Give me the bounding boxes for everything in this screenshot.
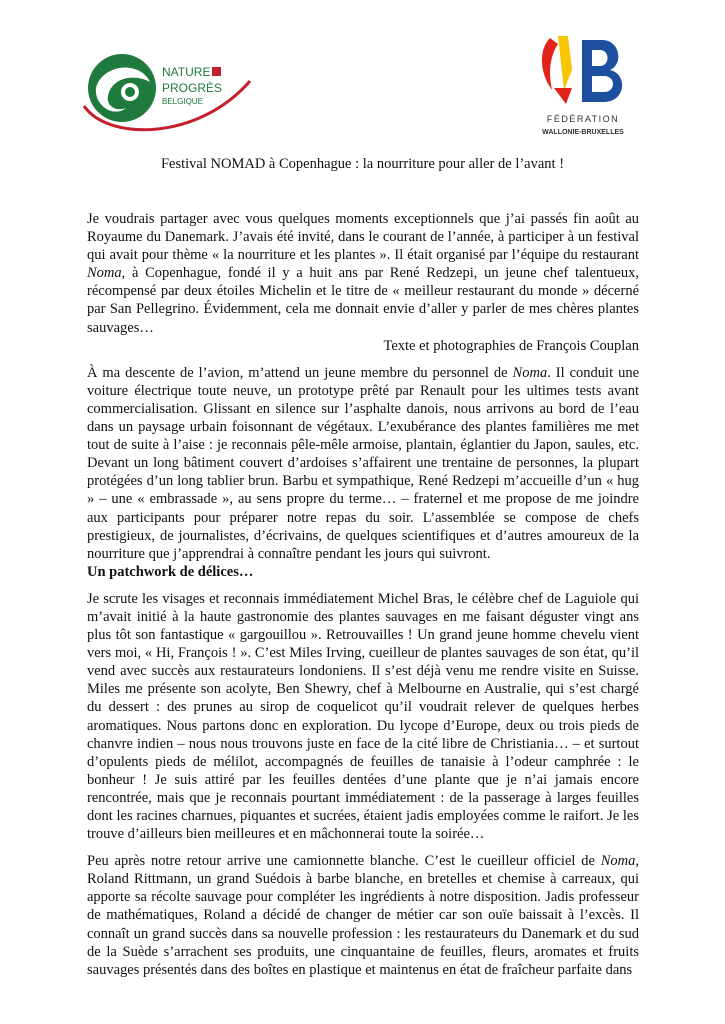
paragraph-arrival [87,364,639,563]
arrival-text-2: . Il conduit une voiture électrique toute neuve, un prototype prêté par Renault pour les ultimes tests avant commercialisation. Glissant en silence sur l’asphalte danois, nous arrivons au bord de l’eau dans un paysage urbain foisonnant de végétaux. L’exubérance des plantes familières me met tout de suite à l’aise : je reconnais pêle-mêle armoise, plantain, églantier du Japon, saules, etc. Devant un long bâtiment couvert d’ardoises s’affairent une trentaine de personnes, la plupart protégées d’un long tablier brun. Barbu et sympathique, René Redzepi m’accueille d’un « hug » – une « embrassade », au sens propre du terme… – fraternel et me propose de me joindre aux participants pour préparer notre repas du soir. L’assemblée se compose de chefs prestigieux, de journalistes, d’écrivains, de quelques scientifiques et d’autres amoureux de la nourriture que j’apprendrai à connaître pendant les jours qui suivront. [87,364,640,562]
federation-emblem-icon [528,30,638,142]
roland-text-2: , Roland Rittmann, un grand Suédois à barbe blanche, en bretelles et chemise à carreaux, qui apporte sa récolte sauvage pour compléter les ingrédients à notre disposition. Jadis professeur de mathématiques, Roland a décidé de changer de métier car son ouïe baissait à l’excès. Il connaît un grand succès dans sa nouvelle profession : les restaurateurs du Danemark et du sud de la Suède s’arrachent ses produits, une cinquantaine de feuilles, fleurs, aromates et fruits sauvages présentés dans des boîtes en plastique et maintenus en état de fraîcheur parfaite dans [87,853,639,978]
roland-noma: Noma [600,853,636,870]
logo-left-line2: PROGRÈS [162,81,223,95]
arrival-text-1: À ma descente de l’avion, m’attend un jeune membre du personnel de [87,364,513,381]
intro-text-2: , à Copenhague, fondé il y a huit ans par René Redzepi, un jeune chef talentueux, récompensé par deux étoiles Michelin et le titre de « meilleur restaurant du monde » décerné par San Pellegrino. Évidemment, cela me donnait envie d’aller y parler de mes chères plantes sauvages… [87,265,639,336]
federation-wallonie-bruxelles-logo [528,30,638,142]
roland-text-1: Peu après notre retour arrive une camionnette blanche. C’est le cueilleur officiel de [87,853,601,870]
intro-text-1: Je voudrais partager avec vous quelques moments exceptionnels que j’ai passés fin août au Royaume du Danemark. J’avais été invité, dans le courant de l’année, à participer à un festival qui avait pour thème « la nourriture et les plantes ». Il était organisé par l’équipe du restaurant [87,211,639,264]
arrival-noma: Noma [512,364,548,381]
paragraph-patchwork: Je scrute les visages et reconnais immédiatement Michel Bras, le célèbre chef de Laguiole qui m’avait initié à la haute gastronomie des plantes sauvages en me faisant déguster vingt ans plus tôt son fantastique « gargouillou ». Retrouvailles ! Un grand jeune homme chevelu vient vers moi, « Hi, François ! ». C’est Miles Irving, cueilleur de plantes sauvages de son état, qu’il vend avec succès aux restaurateurs londoniens. Il s’est déjà venu me rendre visite en Suisse. Miles me présente son acolyte, Ben Shewry, chef à Melbourne en Australie, qui s’est chargé du dessert : des prunes au sirop de coquelicot qu’il voudrait relever de quelques herbes aromatiques. Nous partons donc en exploration. Du lycope d’Europe, deux ou trois pieds de chanvre indien – nous nous trouvons juste en face de la cité libre de Christiania… – et surtout d’opulents pieds de mélilot, accompagnés de feuilles de tanaisie à l’odeur camphrée : le bonheur ! Je suis attiré par les feuilles dentées d’une plante que je n’ai jamais encore rencontrée, mais que je reconnais pourtant immédiatement : de la passerage à larges feuilles dont les racines charnues, piquantes et sucrées, étaient jadis employées comme le raifort. Je les trouve d’ailleurs bien meilleures et en mâchonnerai toute la soirée… [87,590,639,843]
logo-left-line1: NATURE [162,65,211,79]
nature-progres-emblem-icon [78,46,258,136]
intro-paragraph [87,210,639,337]
section-heading: Un patchwork de délices… [87,563,254,580]
logo-right-line2: WALLONIE-BRUXELLES [542,129,624,136]
paragraph-roland [87,852,639,979]
document-title: Festival NOMAD à Copenhague : la nourriture pour aller de l’avant ! [160,156,565,172]
intro-noma: Noma [87,265,122,282]
logo-right-line1: FÉDÉRATION [546,114,620,124]
document-body [87,210,639,979]
nature-progres-logo [78,46,258,136]
logo-left-line3: BELGIQUE [162,97,203,106]
author-credit: Texte et photographies de François Couplan [383,337,639,354]
